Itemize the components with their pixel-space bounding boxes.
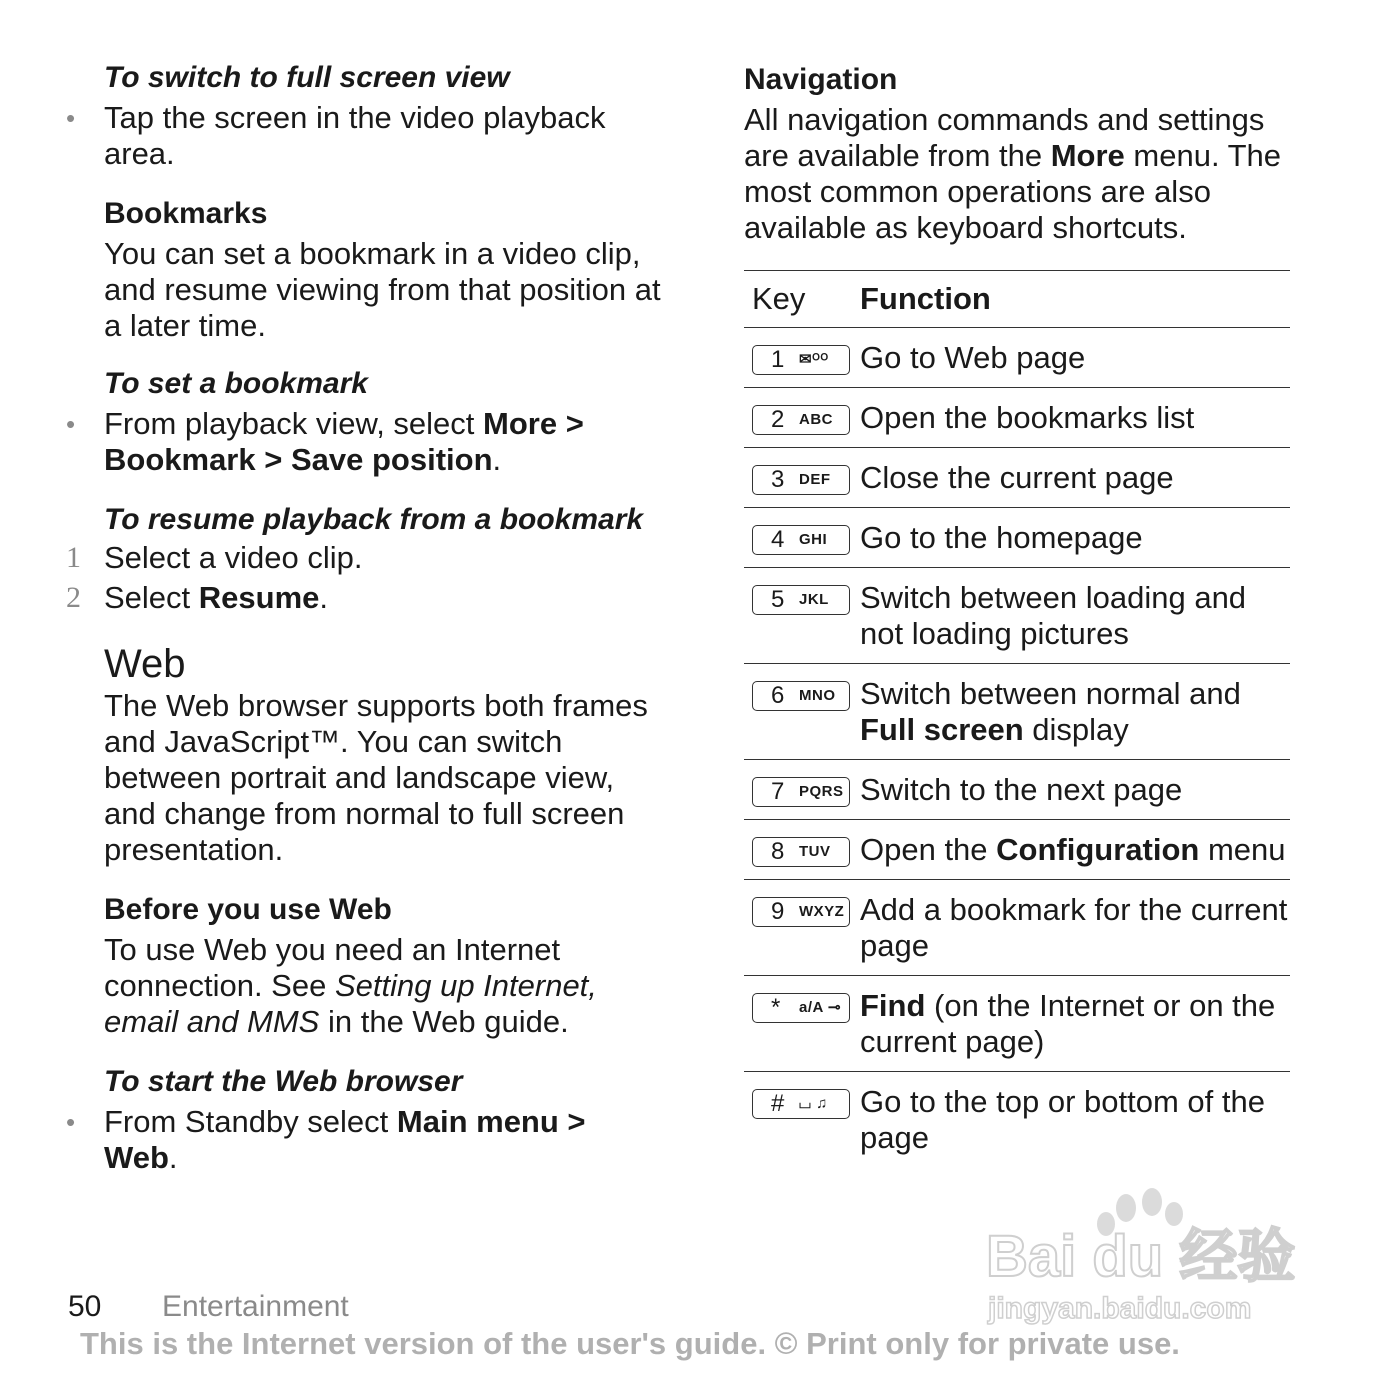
bookmarks-heading: Bookmarks — [104, 197, 268, 230]
web-text: The Web browser supports both frames and JavaScript™. You can switch between portrait and landscape view, and change from normal to full screen presentation. — [104, 688, 648, 867]
navigation-heading: Navigation — [744, 63, 898, 96]
key-cell — [744, 388, 858, 448]
table-row — [744, 448, 1290, 508]
set-bookmark-bullet: • From playback view, select More > Bookmark > Save position. — [66, 406, 584, 477]
fullscreen-bullet: • Tap the screen in the video playback area. — [66, 100, 606, 171]
function-cell: Go to Web page — [858, 328, 1290, 388]
key-cell — [744, 328, 858, 388]
shortcut-table — [744, 270, 1290, 1167]
function-cell: Switch between normal and Full screen display — [858, 664, 1290, 760]
keypad-key-icon: 3 DEF — [752, 465, 850, 495]
keypad-key-icon: 9 WXYZ — [752, 897, 850, 927]
key-cell — [744, 664, 858, 760]
keypad-key-icon: * a/A ⊸ — [752, 993, 850, 1023]
key-cell — [744, 508, 858, 568]
section-name: Entertainment — [162, 1290, 349, 1323]
set-bookmark-heading: To set a bookmark — [104, 367, 368, 400]
table-row — [744, 1072, 1290, 1168]
function-cell: Find (on the Internet or on the current page) — [858, 976, 1290, 1072]
list-item: 1 Select a video clip. — [66, 540, 363, 575]
column-header-key: Key — [744, 271, 858, 328]
keypad-key-icon: 5 JKL — [752, 585, 850, 615]
function-cell: Go to the top or bottom of the page — [858, 1072, 1290, 1168]
key-cell — [744, 976, 858, 1072]
table-row — [744, 508, 1290, 568]
key-cell — [744, 568, 858, 664]
key-cell — [744, 820, 858, 880]
key-cell — [744, 760, 858, 820]
function-cell: Add a bookmark for the current page — [858, 880, 1290, 976]
keypad-key-icon: # ⌴ ♫ — [752, 1089, 850, 1119]
table-row — [744, 820, 1290, 880]
navigation-text: All navigation commands and settings are available from the More menu. The most common operations are also available as keyboard shortcuts. — [744, 102, 1282, 245]
bullet-icon: • — [66, 1107, 76, 1137]
guide-reference: Setting up Internet, email and MMS — [104, 968, 597, 1039]
list-item: 2 Select Resume. — [66, 580, 329, 615]
key-cell — [744, 448, 858, 508]
right-column — [744, 62, 1290, 1167]
bullet-icon: • — [66, 409, 76, 439]
function-cell: Close the current page — [858, 448, 1290, 508]
function-cell: Switch between loading and not loading pictures — [858, 568, 1290, 664]
resume-heading: To resume playback from a bookmark — [104, 503, 644, 536]
watermark-url: jingyan.baidu.com — [988, 1292, 1252, 1325]
bookmarks-text: You can set a bookmark in a video clip, and resume viewing from that position at a later time. — [104, 236, 661, 343]
keypad-key-icon: 2 ABC — [752, 405, 850, 435]
table-row — [744, 976, 1290, 1072]
watermark-brand: Bai du 经验 — [986, 1224, 1296, 1289]
key-cell — [744, 880, 858, 976]
print-notice: This is the Internet version of the user's guide. © Print only for private use. — [80, 1326, 1180, 1361]
column-header-function: Function — [858, 271, 1290, 328]
left-column — [66, 62, 666, 1176]
start-heading: To start the Web browser — [104, 1065, 463, 1098]
function-cell: Switch to the next page — [858, 760, 1290, 820]
fullscreen-heading: To switch to full screen view — [104, 61, 510, 94]
keypad-key-icon: 4 GHI — [752, 525, 850, 555]
baidu-jingyan-watermark — [984, 1180, 1300, 1328]
function-cell: Go to the homepage — [858, 508, 1290, 568]
table-row — [744, 664, 1290, 760]
before-heading: Before you use Web — [104, 893, 392, 926]
table-row — [744, 388, 1290, 448]
keypad-key-icon: 7 PQRS — [752, 777, 850, 807]
key-cell — [744, 1072, 858, 1168]
table-header-row — [744, 271, 1290, 328]
table-row — [744, 568, 1290, 664]
table-row — [744, 760, 1290, 820]
keypad-key-icon: 8 TUV — [752, 837, 850, 867]
table-row — [744, 880, 1290, 976]
web-heading: Web — [104, 642, 186, 686]
function-cell: Open the bookmarks list — [858, 388, 1290, 448]
bullet-icon: • — [66, 103, 76, 133]
before-text: To use Web you need an Internet connection. See Setting up Internet, email and MMS in the Web guide. — [104, 932, 597, 1039]
keypad-key-icon: 1 ✉ᴼᴼ — [752, 345, 850, 375]
function-cell: Open the Configuration menu — [858, 820, 1290, 880]
start-bullet: • From Standby select Main menu > Web. — [66, 1104, 586, 1175]
page-number: 50 — [68, 1290, 102, 1323]
keypad-key-icon: 6 MNO — [752, 681, 850, 711]
resume-steps — [66, 540, 666, 616]
table-row — [744, 328, 1290, 388]
